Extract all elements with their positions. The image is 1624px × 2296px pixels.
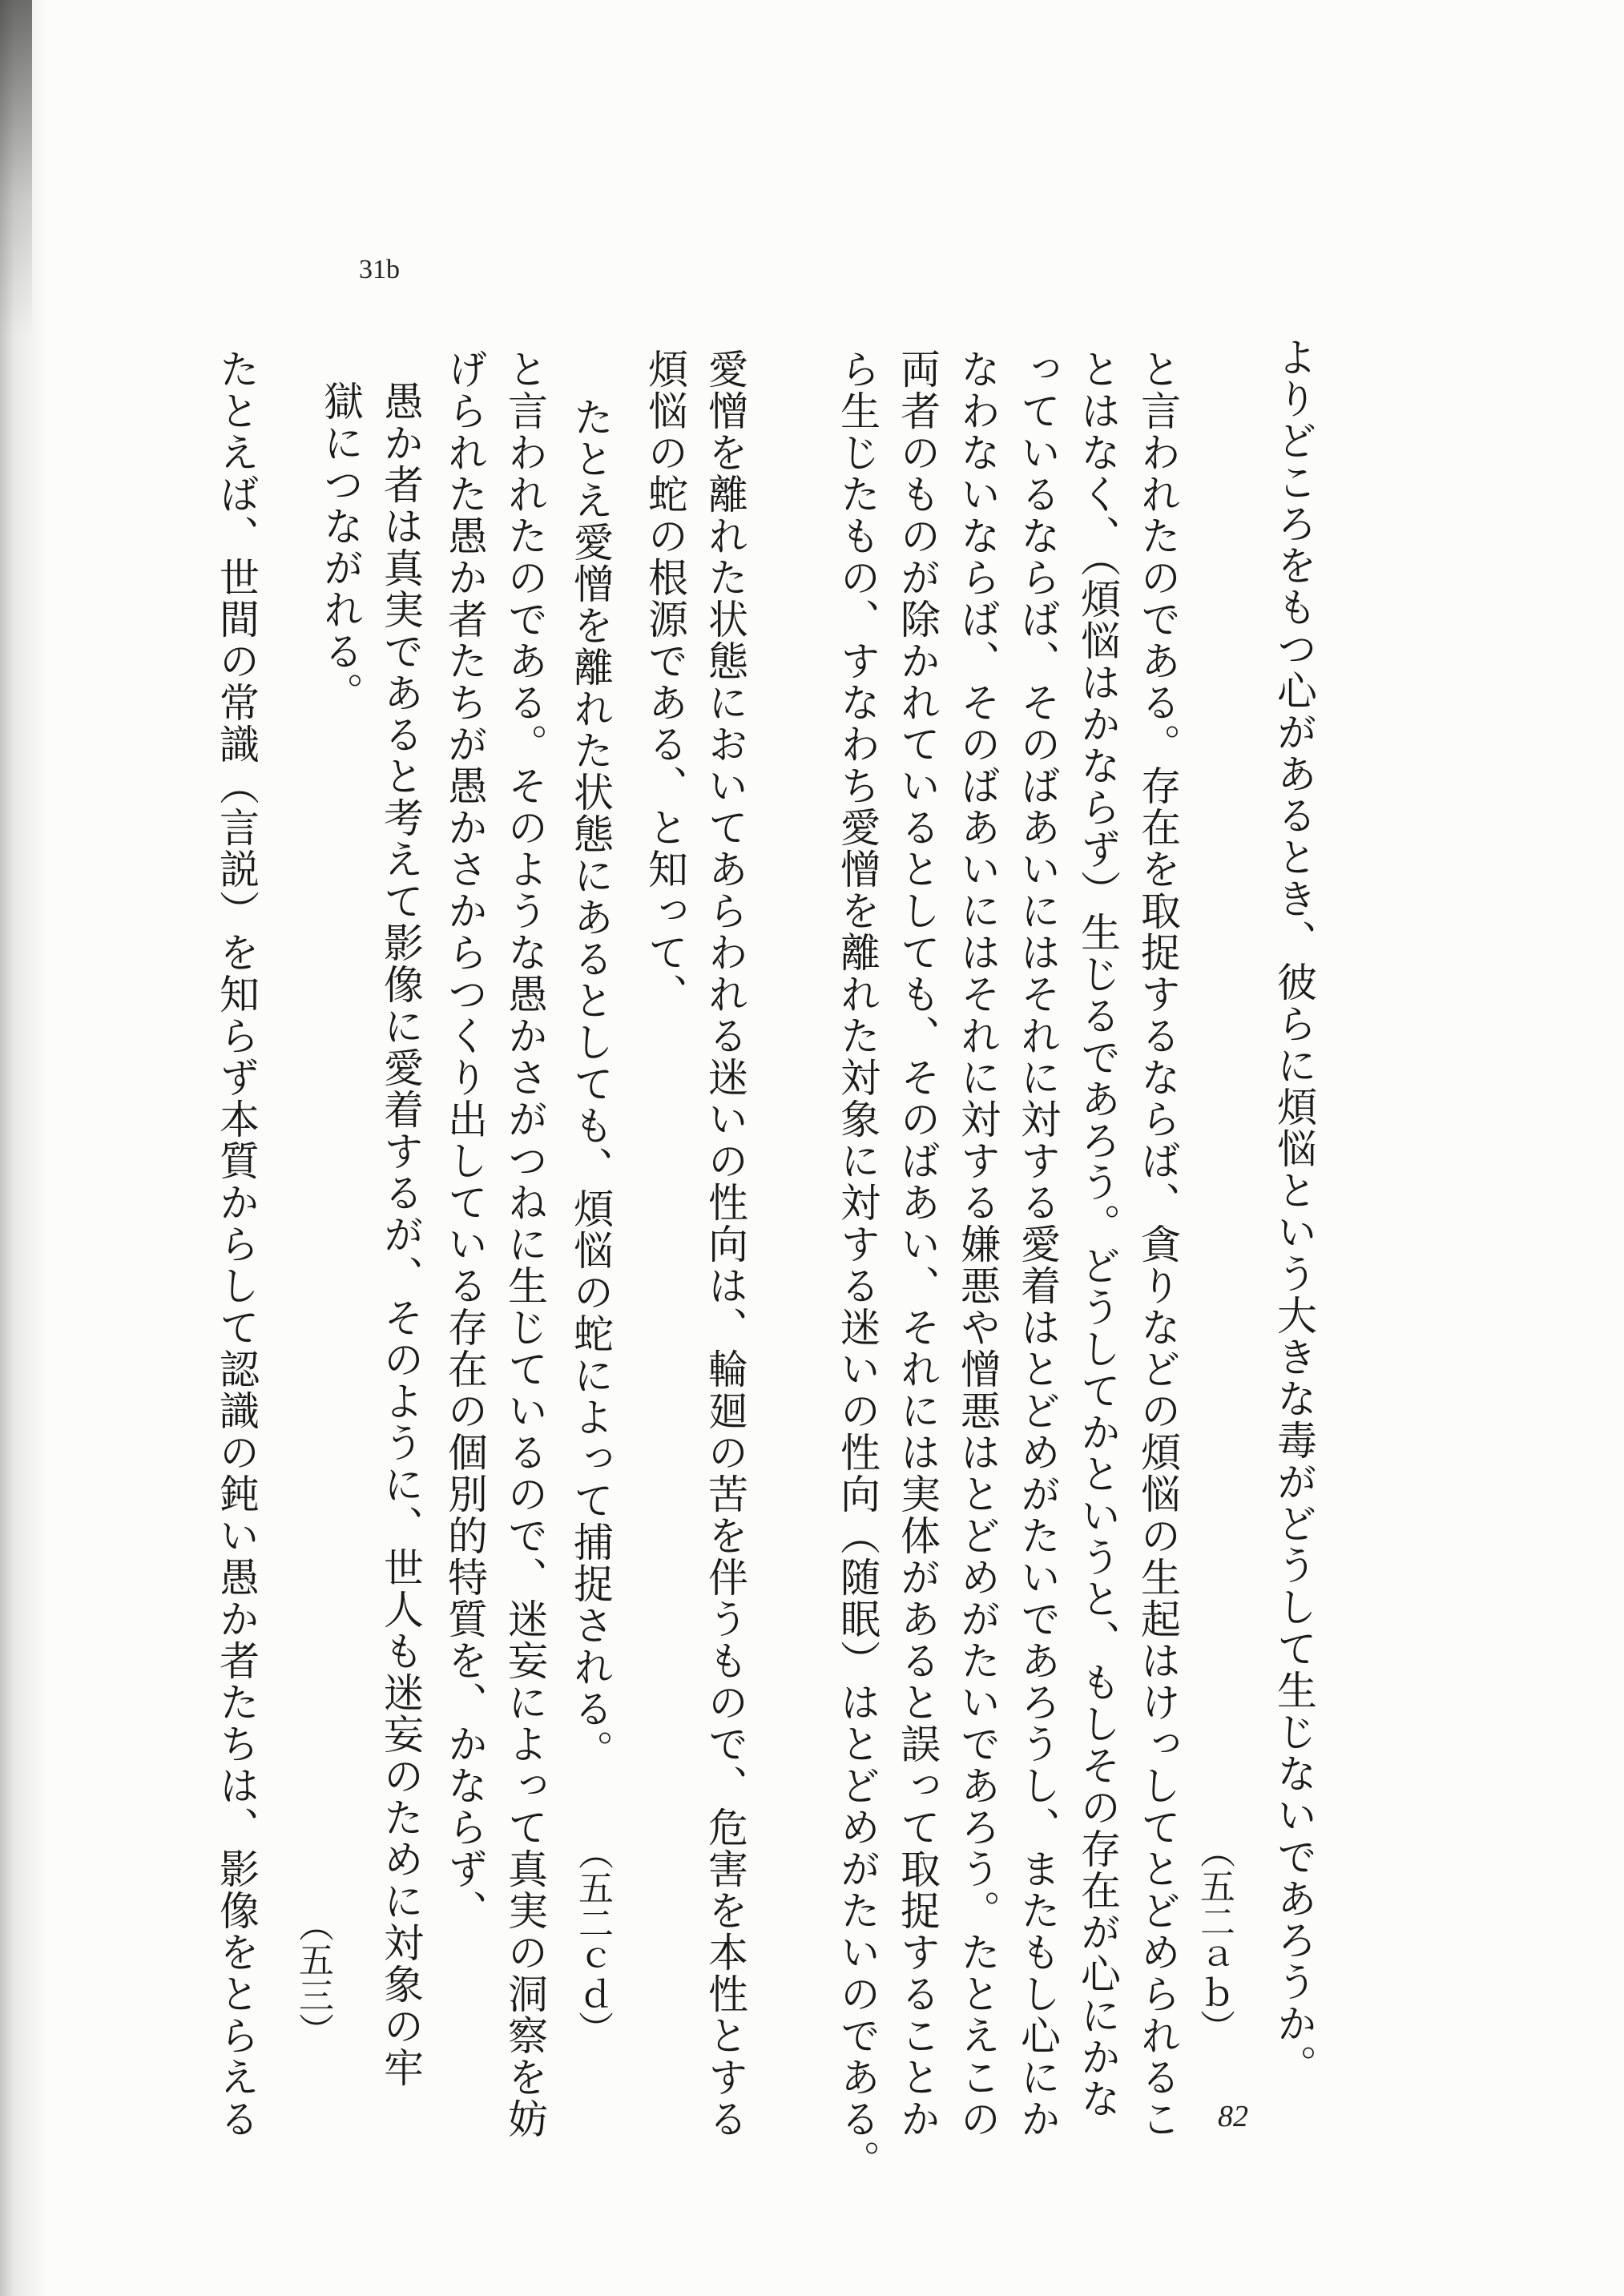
text-column-15: たとえば、世間の常識（言説）を知らず本質からして認識の鈍い愚か者たちは、影像をとらえる [213, 348, 260, 2140]
text-column-2: と言われたのである。存在を取捉するならば、貪りなどの煩悩の生起はけっしてとどめられるこ [1134, 348, 1181, 2140]
text-column-3: とはなく、（煩悩はかならず）生じるであろう。どうしてかというと、もしその存在が心にかな [1074, 348, 1121, 2120]
text-column-9: 煩悩の蛇の根源である、と知って、 [642, 348, 688, 1015]
text-column-4: っているならば、そのばあいにはそれに対する愛着はとどめがたいであろうし、またもし心にか [1014, 348, 1061, 2140]
verse-reference-52ab: （五二ａｂ） [1194, 1833, 1235, 2044]
scan-edge-shadow [0, 0, 48, 2296]
verse-reference-53: （五三） [292, 1907, 333, 2048]
text-column-11: と言われたのである。そのような愚かさがつねに生じているので、迷妄によって真実の洞察を妨 [502, 348, 548, 2140]
text-column-13: 愚か者は真実であると考えて影像に愛着するが、そのように、世人も迷妄のために対象の牢 [377, 381, 424, 2089]
text-column-10: たとえ愛憎を離れた状態にあるとしても、煩悩の蛇によって捕捉される。 [567, 397, 614, 1771]
text-column-7: ら生じたもの、すなわち愛憎を離れた対象に対する迷いの性向（随眠）はとどめがたいのである。 [834, 348, 881, 2181]
text-column-1: よりどころをもつ心があるとき、彼らに煩悩という大きな毒がどうして生じないであろうか。 [1271, 336, 1317, 2086]
text-column-8: 愛憎を離れた状態においてあらわれる迷いの性向は、輪廻の苦を伴うもので、危害を本性とする [702, 348, 748, 2140]
verse-reference-52cd: （五二ｃｄ） [572, 1835, 613, 2046]
text-column-12: げられた愚か者たちが愚かさからつくり出している存在の個別的特質を、かならず、 [441, 348, 488, 1931]
text-column-6: 両者のものが除かれているとしても、そのばあい、それには実体があると誤って取捉することか [894, 348, 941, 2140]
text-column-14: 獄につながれる。 [317, 381, 364, 714]
page-number: 82 [1218, 2100, 1248, 2133]
page-marker: 31b [359, 255, 400, 284]
text-column-5: なわないならば、そのばあいにはそれに対する嫌悪や憎悪はとどめがたいであろう。たとえこの [954, 348, 1001, 2140]
scan-corner-shadow [0, 0, 32, 336]
